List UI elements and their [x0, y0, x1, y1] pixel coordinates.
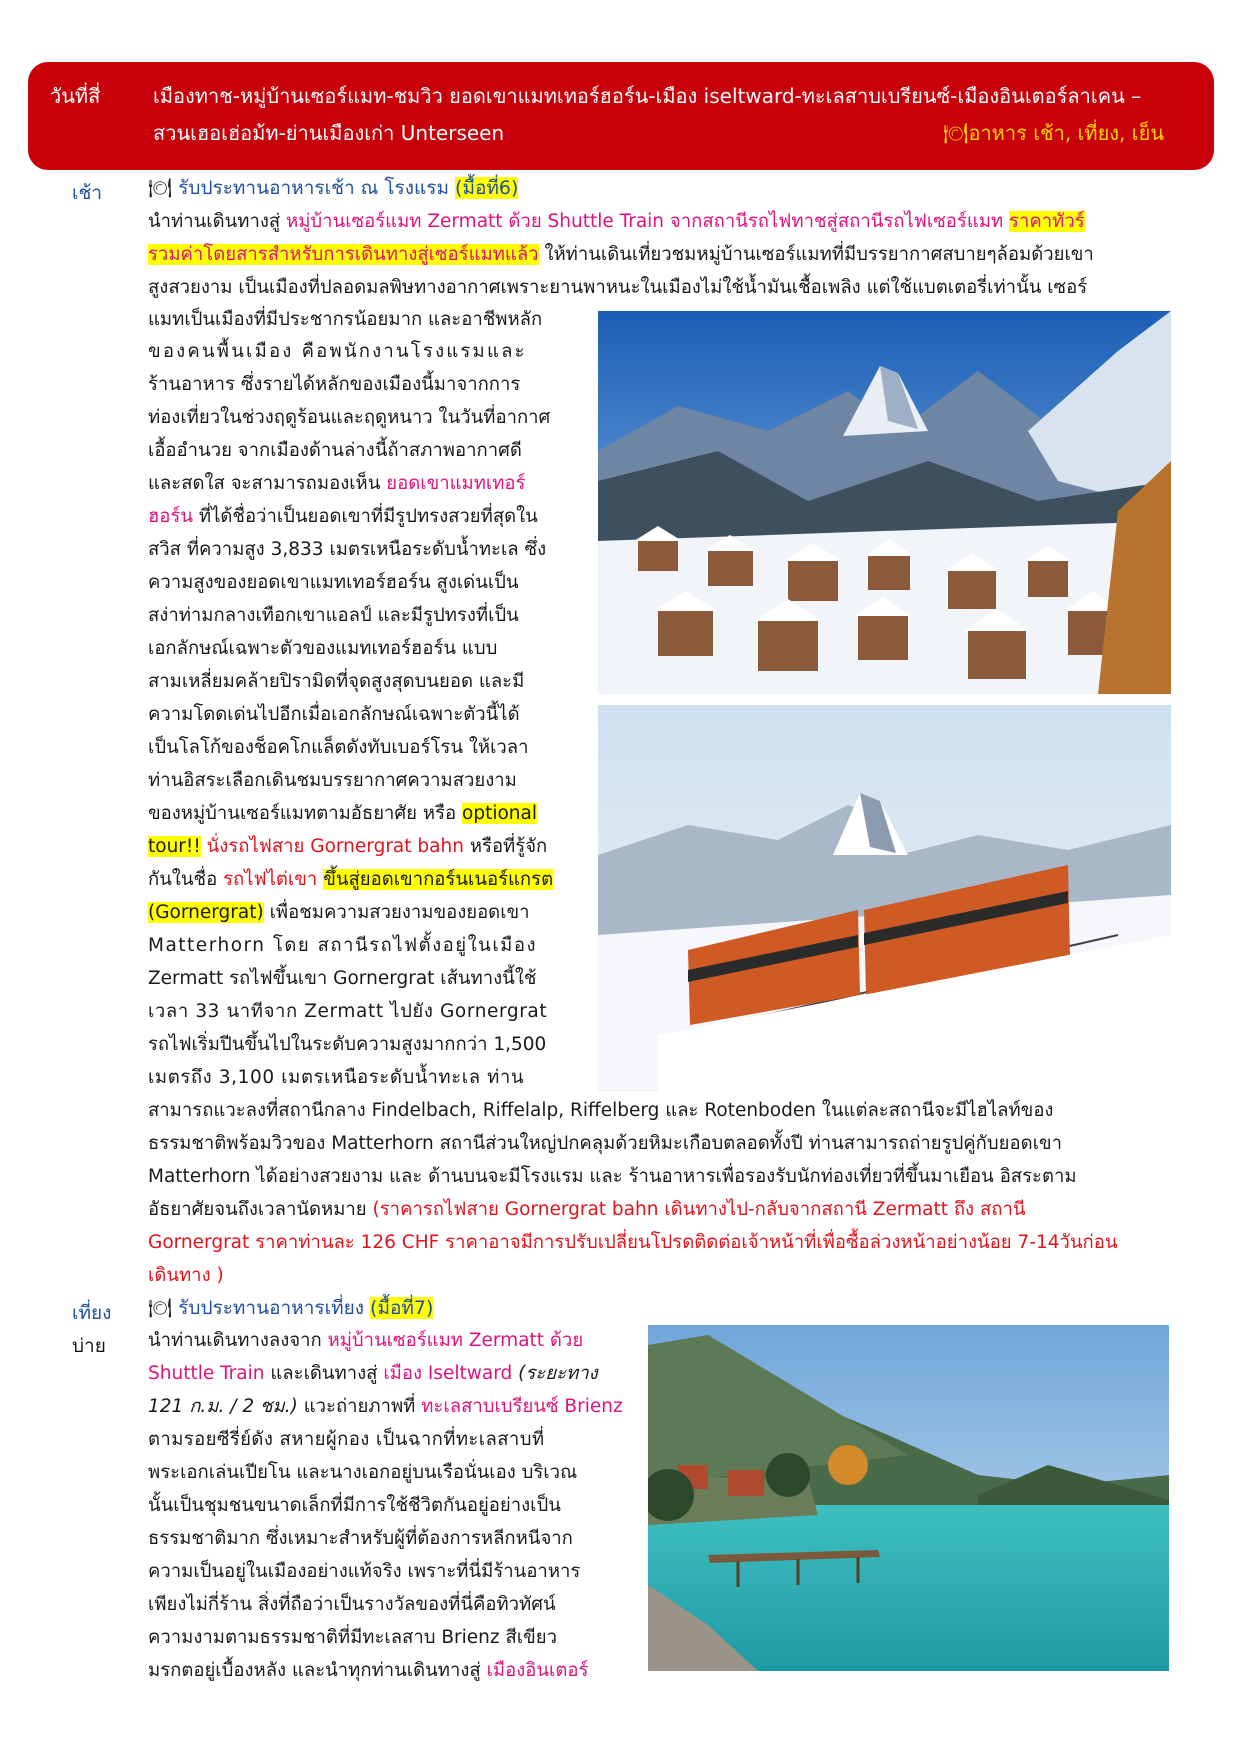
banner-meals: 🍽อาหาร เช้า, เที่ยง, เย็น [943, 121, 1164, 145]
col-line: ท่องเที่ยวในช่วงฤดูร้อนและฤดูหนาว ในวันที่อากาศ [148, 407, 551, 428]
meal-icon: 🍽 [148, 1297, 173, 1319]
day-label: วันที่สี่ [50, 84, 101, 108]
col-line: ความสูงของยอดเขาแมทเทอร์ฮอร์น สูงเด่นเป็น [148, 572, 519, 593]
gornergrat-train-photo [598, 705, 1171, 1092]
col-line: เมตรถึง 3,100 เมตรเหนือระดับน้ำทะเล ท่าน [148, 1067, 525, 1088]
col-line: ของหมู่บ้านเซอร์แมทตามอัธยาศัย หรือ optional [148, 803, 537, 824]
col-line: สวิส ที่ความสูง 3,833 เมตรเหนือระดับน้ำทะเล ซึ่ง [148, 539, 547, 560]
morning-meal: 🍽 รับประทานอาหารเช้า ณ โรงแรม (มื้อที่6) [148, 177, 519, 199]
col-line: กันในชื่อ รถไฟไต่เขา ขึ้นสู่ยอดเขากอร์นเนอร์แกรต [148, 869, 554, 890]
aft-line: นั้นเป็นชุมชนขนาดเล็กที่มีการใช้ชีวิตกันอยู่อย่างเป็น [148, 1495, 561, 1516]
label-morning: เช้า [72, 182, 103, 204]
aft-line: ธรรมชาติมาก ซึ่งเหมาะสำหรับผู้ที่ต้องการหลีกหนีจาก [148, 1528, 573, 1549]
col-line: เวลา 33 นาทีจาก Zermatt ไปยัง Gornergrat [148, 1001, 548, 1022]
para-line: นำท่านเดินทางสู่ หมู่บ้านเซอร์แมท Zermatt ด้วย Shuttle Train จากสถานีรถไฟทาชสู่สถานีรถไฟเซอร์แมท ราคาทัวร์ [148, 211, 1085, 232]
aft-line: พระเอกเล่นเปียโน และนางเอกอยู่บนเรือนั่นเอง บริเวณ [148, 1462, 578, 1483]
label-noon: เที่ยง [72, 1302, 112, 1324]
meal-number: (มื้อที่6) [455, 177, 519, 199]
para-line: อัธยาศัยจนถึงเวลานัดหมาย (ราคารถไฟสาย Gornergrat bahn เดินทางไป-กลับจากสถานี Zermatt ถึง สถานี [148, 1199, 1026, 1220]
col-line: ร้านอาหาร ซึ่งรายได้หลักของเมืองนี้มาจากการ [148, 374, 521, 395]
col-line: (Gornergrat) เพื่อชมความสวยงามของยอดเขา [148, 902, 530, 923]
col-line: ฮอร์น ที่ได้ชื่อว่าเป็นยอดเขาที่มีรูปทรงสวยที่สุดใน [148, 506, 538, 527]
col-line: ท่านอิสระเลือกเดินชมบรรยากาศความสวยงาม [148, 770, 517, 791]
banner-title-line2: สวนเฮอเฮ่อม้ท-ย่านเมืองเก่า Unterseen [153, 121, 505, 145]
lake-brienz-photo [648, 1325, 1169, 1671]
aft-line: มรกตอยู่เบื้องหลัง และนำทุกท่านเดินทางสู่ เมืองอินเตอร์ [148, 1660, 589, 1681]
col-line: รถไฟเริ่มปีนขึ้นไปในระดับความสูงมากกว่า 1,500 [148, 1034, 547, 1055]
meal-icon: 🍽 [148, 177, 173, 199]
label-afternoon: บ่าย [72, 1335, 106, 1357]
col-line: แมทเป็นเมืองที่มีประชากรน้อยมาก และอาชีพหลัก [148, 309, 543, 330]
para-line: Gornergrat ราคาท่านละ 126 CHF ราคาอาจมีการปรับเปลี่ยนโปรดติดต่อเจ้าหน้าที่เพื่อซื้อล่วงหน้าอย่างน้อย 7-14วันก่อน [148, 1232, 1118, 1253]
aft-line: นำท่านเดินทางลงจาก หมู่บ้านเซอร์แมท Zermatt ด้วย [148, 1330, 584, 1351]
col-line: และสดใส จะสามารถมองเห็น ยอดเขาแมทเทอร์ [148, 473, 526, 494]
col-line: สง่าท่ามกลางเทือกเขาแอลป์ และมีรูปทรงที่เป็น [148, 605, 519, 626]
para-line: สูงสวยงาม เป็นเมืองที่ปลอดมลพิษทางอากาศเพราะยานพาหนะในเมืองไม่ใช้น้ำมันเชื้อเพลิง แต่ใช้แบตเตอรี่เท่านั้น เซอร์ [148, 277, 1088, 298]
meal-number: (มื้อที่7) [370, 1297, 434, 1319]
col-line: เอกลักษณ์เฉพาะตัวของแมทเทอร์ฮอร์น แบบ [148, 638, 498, 659]
col-line: Zermatt รถไฟขึ้นเขา Gornergrat เส้นทางนี้ใช้ [148, 968, 537, 989]
day-banner [28, 62, 1214, 170]
aft-line: Shuttle Train และเดินทางสู่ เมือง Iseltward (ระยะทาง [148, 1363, 598, 1384]
col-line: เอื้ออำนวย จากเมืองด้านล่างนี้ถ้าสภาพอากาศดี [148, 440, 522, 461]
aft-line: ความงามตามธรรมชาติที่มีทะเลสาบ Brienz สีเขียว [148, 1627, 557, 1648]
para-line: สามารถแวะลงที่สถานีกลาง Findelbach, Riffelalp, Riffelberg และ Rotenboden ในแต่ละสถานีจะมีไฮไลท์ของ [148, 1100, 1054, 1121]
aft-line: ความเป็นอยู่ในเมืองอย่างแท้จริง เพราะที่นี่มีร้านอาหาร [148, 1561, 581, 1582]
aft-line: ตามรอยซีรี่ย์ดัง สหายผู้กอง เป็นฉากที่ทะเลสาบที่ [148, 1429, 545, 1450]
col-line: tour!! นั่งรถไฟสาย Gornergrat bahn หรือที่รู้จัก [148, 836, 548, 857]
para-line: ธรรมชาติพร้อมวิวของ Matterhorn สถานีส่วนใหญ่ปกคลุมด้วยหิมะเกือบตลอดทั้งปี ท่านสามารถถ่ายรูปคู่กับยอดเขา [148, 1133, 1062, 1154]
col-line: เป็นโลโก้ของช็อคโกแล็ตดังทับเบอร์โรน ให้เวลา [148, 737, 529, 758]
col-line: ความโดดเด่นไปอีกเมื่อเอกลักษณ์เฉพาะตัวนี้ได้ [148, 704, 520, 725]
para-line: Matterhorn ได้อย่างสวยงาม และ ด้านบนจะมีโรงแรม และ ร้านอาหารเพื่อรองรับนักท่องเที่ยวที่ขึ้นมาเยือน อิสระตาม [148, 1166, 1077, 1187]
zermatt-village-photo [598, 311, 1171, 694]
para-line: รวมค่าโดยสารสำหรับการเดินทางสู่เซอร์แมทแล้ว ให้ท่านเดินเที่ยวชมหมู่บ้านเซอร์แมทที่มีบรรยากาศสบายๆล้อมด้วยเขา [148, 244, 1094, 265]
col-line: สามเหลี่ยมคล้ายปิรามิดที่จุดสูงสุดบนยอด และมี [148, 671, 525, 692]
aft-line: 121 ก.ม. / 2 ชม.) แวะถ่ายภาพที่ ทะเลสาบเบรียนซ์ Brienz [148, 1396, 623, 1417]
banner-title-line1: เมืองทาช-หมู่บ้านเซอร์แมท-ชมวิว ยอดเขาแมทเทอร์ฮอร์น-เมือง iseltward-ทะเลสาบเบรียนซ์-เมืองอินเตอร์ลาเคน – [153, 84, 1142, 108]
col-line: Matterhorn โดย สถานีรถไฟตั้งอยู่ในเมือง [148, 935, 537, 956]
aft-line: เพียงไม่กี่ร้าน สิ่งที่ถือว่าเป็นรางวัลของที่นี่คือทิวทัศน์ [148, 1594, 556, 1615]
noon-meal: 🍽 รับประทานอาหารเที่ยง (มื้อที่7) [148, 1297, 434, 1319]
col-line: ของคนพื้นเมือง คือพนักงานโรงแรมและ [148, 341, 527, 362]
para-line: เดินทาง ) [148, 1265, 224, 1286]
